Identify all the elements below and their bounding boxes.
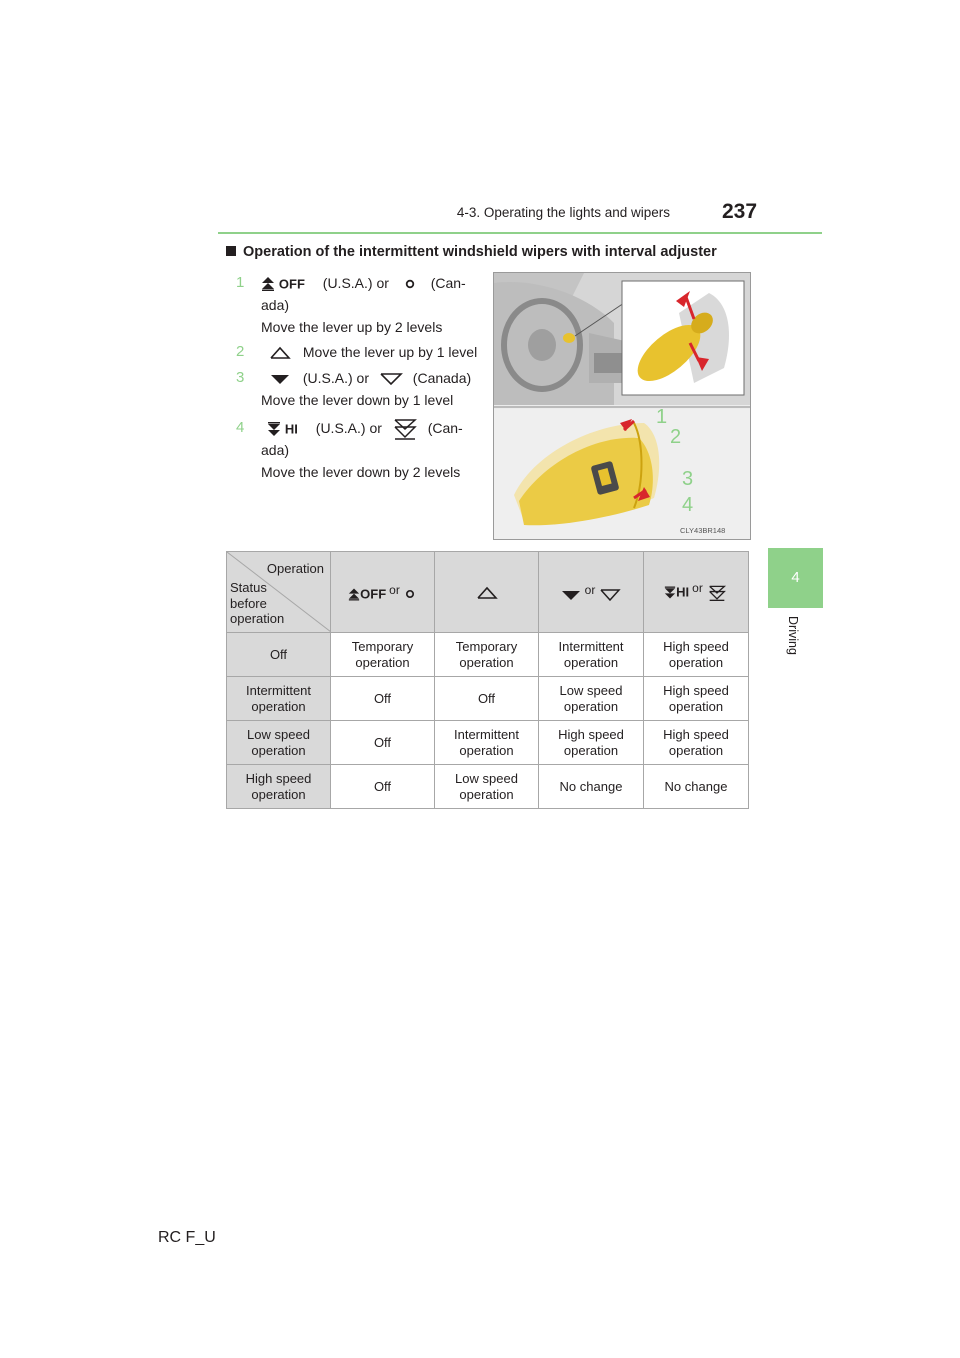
item-number: 2 <box>236 343 245 360</box>
double-down-outline-triangle-icon <box>390 418 420 440</box>
corner-status-line: operation <box>230 611 285 626</box>
down-filled-triangle-icon <box>269 372 291 386</box>
up-outline-triangle-icon <box>269 346 291 360</box>
item-text: (U.S.A.) or <box>315 420 382 436</box>
header-down-triangle <box>539 552 644 633</box>
table-cell: No change <box>539 765 644 809</box>
item-text: (Can- <box>430 275 466 291</box>
table-cell: Intermittent operation <box>539 633 644 677</box>
item-text: ada) <box>261 297 290 313</box>
table-row <box>227 677 749 721</box>
table-cell: No change <box>644 765 749 809</box>
page-number: 237 <box>722 200 758 223</box>
table-cell: Off <box>331 677 435 721</box>
section-title: 4-3. Operating the lights and wipers <box>456 205 670 220</box>
circle-symbol-icon <box>397 277 423 291</box>
table-corner-cell <box>227 552 331 633</box>
off-symbol-text: OFF <box>278 276 305 292</box>
table-cell: Off <box>435 677 539 721</box>
down-outline-triangle-icon <box>598 588 622 602</box>
off-symbol-text: OFF <box>360 586 387 602</box>
table-cell: High speed operation <box>539 721 644 765</box>
callout-3: 3 <box>682 468 694 490</box>
item-text: (U.S.A.) or <box>322 275 389 291</box>
table-cell: Low speed operation <box>539 677 644 721</box>
table-row <box>227 633 749 677</box>
double-down-outline-triangle-icon <box>706 582 728 604</box>
item-text: (Can- <box>427 420 463 436</box>
down-outline-triangle-icon <box>377 372 405 386</box>
item-text: ada) <box>261 442 290 458</box>
header-divider <box>218 232 822 234</box>
square-bullet-icon <box>226 246 236 256</box>
table-cell: Intermittent operation <box>435 721 539 765</box>
table-cell: High speed operation <box>644 633 749 677</box>
table-cell: Low speed operation <box>435 765 539 809</box>
item-text: Move the lever down by 1 level <box>261 392 454 408</box>
footer-model-code: RC F_U <box>158 1229 216 1246</box>
wiper-operation-table <box>226 551 749 809</box>
double-down-arrow-icon <box>267 422 281 436</box>
item-text: (U.S.A.) or <box>302 370 370 386</box>
table-cell: Off <box>331 721 435 765</box>
callout-2: 2 <box>670 426 682 448</box>
section-heading <box>226 244 717 260</box>
row-label: Intermittent operation <box>227 677 331 721</box>
header-up-triangle <box>435 552 539 633</box>
row-label: Off <box>227 633 331 677</box>
corner-status-line: before <box>230 595 267 611</box>
double-up-arrow-icon <box>348 588 360 601</box>
callout-4: 4 <box>682 494 694 516</box>
wiper-lever-drawing <box>494 273 750 539</box>
row-label: High speed operation <box>227 765 331 809</box>
hi-symbol-text: HI <box>676 584 690 600</box>
item-line <box>261 367 471 389</box>
item-text: Move the lever up by 1 level <box>302 344 478 360</box>
corner-operation-label: Operation <box>266 561 324 576</box>
or-text: or <box>389 582 400 597</box>
or-text: or <box>692 581 703 596</box>
item-number: 1 <box>236 274 245 291</box>
chapter-tab-label <box>768 612 823 668</box>
item-line <box>261 417 463 440</box>
item-line <box>261 341 477 363</box>
wiper-lever-illustration <box>493 272 751 540</box>
callout-1: 1 <box>656 406 668 428</box>
table-row <box>227 765 749 809</box>
item-number: 4 <box>236 419 245 436</box>
double-down-arrow-icon <box>664 586 676 599</box>
table-cell: High speed operation <box>644 721 749 765</box>
up-outline-triangle-icon <box>476 586 498 600</box>
table-cell: High speed operation <box>644 677 749 721</box>
chapter-tab-label-text: Driving <box>786 616 800 655</box>
table-cell: Temporary operation <box>435 633 539 677</box>
circle-symbol-icon <box>403 587 417 601</box>
double-up-arrow-icon <box>261 277 275 291</box>
table-cell: Off <box>331 765 435 809</box>
figure-code: CLY43BR148 <box>680 526 726 535</box>
item-text: (Canada) <box>412 370 472 386</box>
corner-status-label <box>230 580 284 627</box>
section-heading-text: Operation of the intermittent windshield wipers with interval adjuster <box>243 244 717 260</box>
table-cell: Temporary operation <box>331 633 435 677</box>
table-header-row <box>227 552 749 633</box>
item-number: 3 <box>236 369 245 386</box>
row-label: Low speed operation <box>227 721 331 765</box>
chapter-tab-number: 4 <box>768 548 823 608</box>
down-filled-triangle-icon <box>560 588 582 602</box>
header-off-or-circle <box>331 552 435 633</box>
header-hi-or-double-down <box>644 552 749 633</box>
or-text: or <box>584 583 596 597</box>
hi-symbol-text: HI <box>284 421 298 437</box>
item-text: Move the lever down by 2 levels <box>261 464 461 480</box>
item-text: Move the lever up by 2 levels <box>261 319 443 335</box>
corner-status-line: Status <box>230 580 267 595</box>
item-line <box>261 272 466 295</box>
table-row <box>227 721 749 765</box>
